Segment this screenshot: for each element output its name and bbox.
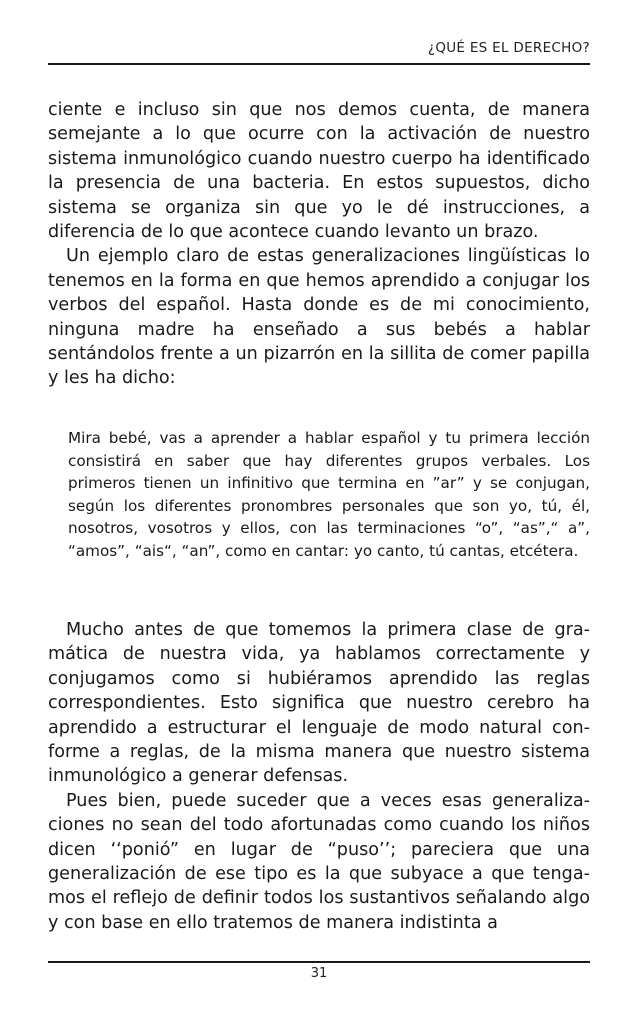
body-text-bottom (48, 618, 590, 935)
page-number: 31 (310, 966, 328, 981)
footer-rule (48, 961, 590, 963)
paragraph-continued: ciente e incluso sin que nos demos cuenta, de manera semejante a lo que ocurre con la activación de nuestro sistema inmunológico cuando nuestro cuerpo ha identificado la presencia de una bacteria. En estos supuestos, dicho sistema se organiza sin que yo le dé instrucciones, a diferencia de lo que acontece cuando levanto un brazo. (48, 100, 590, 243)
paragraph-grammar: Mucho antes de que tomemos la primera clase de gramática de nuestra vida, ya hablamos correctamente y conjugamos como si hubiéramos aprendido las reglas correspondientes. Esto significa que nuestro cerebro ha aprendido a estructurar el lenguaje de modo natural conforme a reglas, de la misma manera que nuestro sistema inmunológico a generar defensas. (48, 620, 590, 787)
running-head-title: ¿QUÉ ES EL DERECHO? (427, 40, 590, 56)
block-quote: Mira bebé, vas a aprender a hablar español y tu primera lección consistirá en saber que hay diferentes grupos verbales. Los primeros tienen un infinitivo que termina en ”ar” y se conjugan, según los diferentes pronombres personales que son yo, tú, él, nosotros, vosotros y ellos, con las terminaciones “o”, “as”,“ a”, “amos”, “ais“, “an”, como en cantar: yo canto, tú cantas, etcétera. (68, 429, 590, 560)
header-rule (48, 63, 590, 65)
paragraph-linguistic-example: Un ejemplo claro de estas generalizaciones lingüísticas lo tenemos en la forma en que hemos aprendido a conjugar los verbos del español. Hasta donde es de mi conocimiento, ninguna madre ha enseñado a sus bebés a hablar sentándolos frente a un pizarrón en la sillita de comer papilla y les ha dicho: (48, 246, 590, 389)
paragraph-generalizations: Pues bien, puede suceder que a veces esas generalizaciones no sean del todo afortunadas como cuando los niños dicen ‘‘ponió” en lugar de “puso’’; pareciera que una generalización de ese tipo es la que subyace a que tengamos el reflejo de definir todos los sustantivos señalando algo y con base en ello tratemos de manera indistinta a (48, 790, 590, 933)
body-text-top (48, 98, 590, 391)
